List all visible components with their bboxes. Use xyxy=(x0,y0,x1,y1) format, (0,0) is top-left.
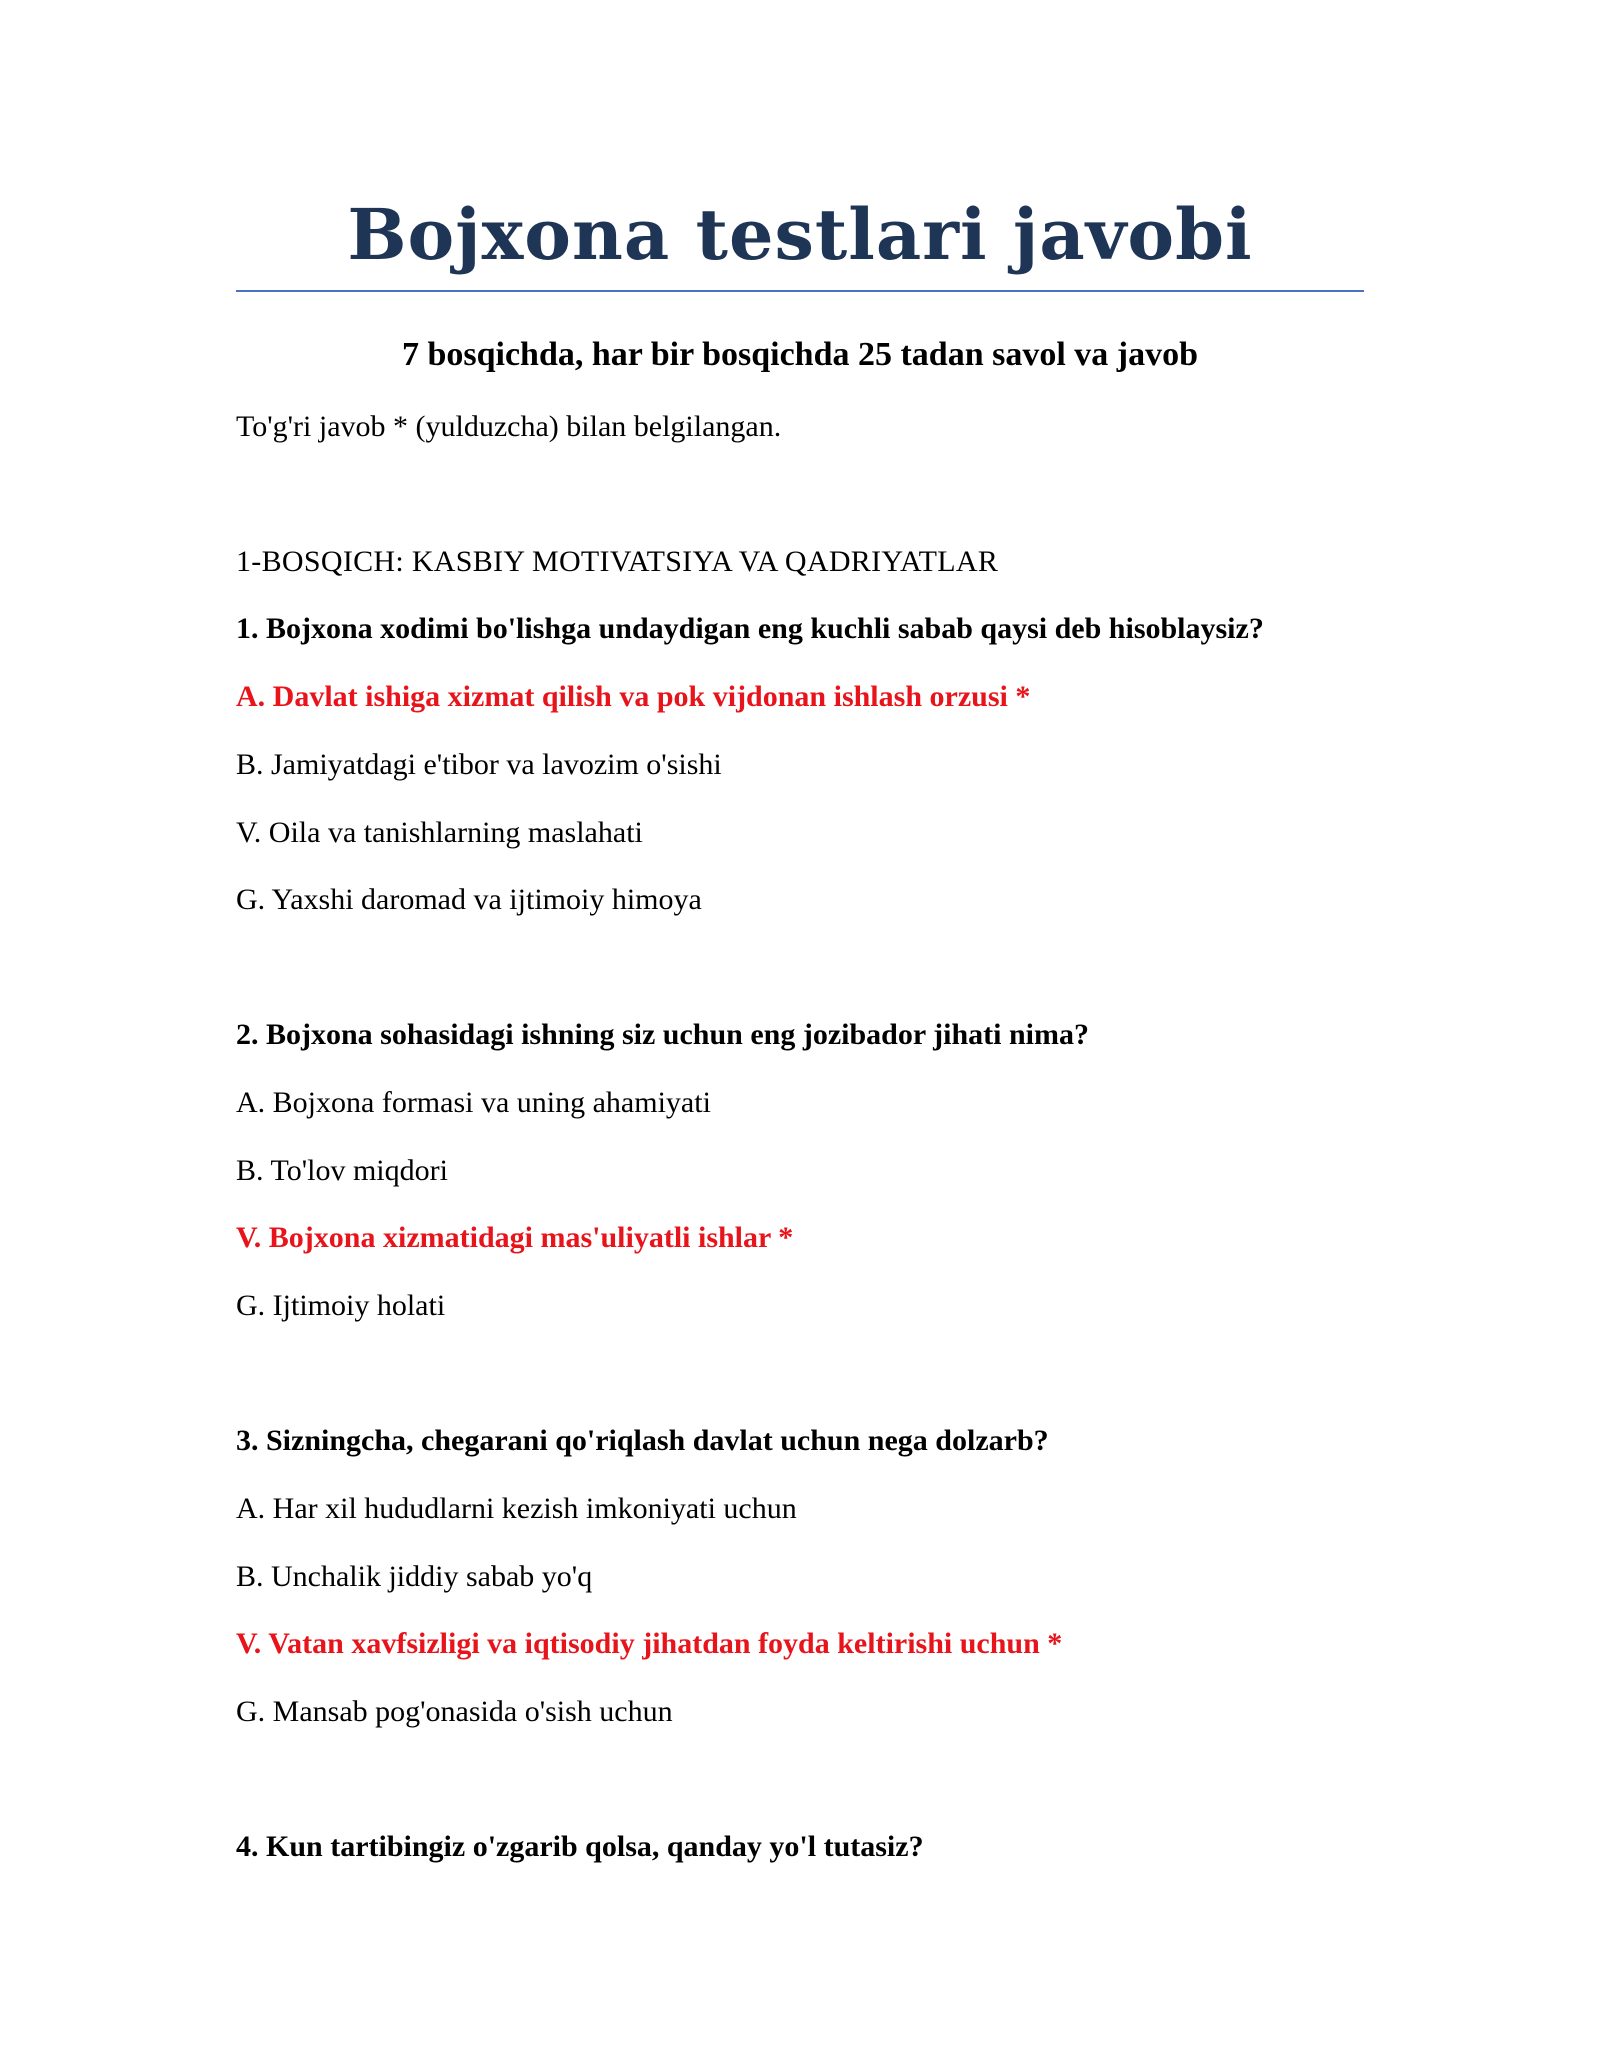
title-underline xyxy=(236,290,1364,292)
answer-option: V. Oila va tanishlarning maslahati xyxy=(236,816,643,849)
document-subtitle: 7 bosqichda, har bir bosqichda 25 tadan savol va javob xyxy=(401,336,1199,373)
answer-option: B. Jamiyatdagi e'tibor va lavozim o'sishi xyxy=(236,748,722,781)
answer-option: G. Ijtimoiy holati xyxy=(236,1289,446,1322)
document-title: Bojxona testlari javobi xyxy=(347,193,1253,276)
answer-option: G. Yaxshi daromad va ijtimoiy himoya xyxy=(236,883,702,916)
answer-option: B. To'lov miqdori xyxy=(236,1154,448,1187)
section-heading: 1-BOSQICH: KASBIY MOTIVATSIYA VA QADRIYATLAR xyxy=(236,545,999,578)
answer-option: B. Unchalik jiddiy sabab yo'q xyxy=(236,1560,593,1593)
question-text: 1. Bojxona xodimi bo'lishga undaydigan eng kuchli sabab qaysi deb hisoblaysiz? xyxy=(236,612,1264,645)
answer-option: G. Mansab pog'onasida o'sish uchun xyxy=(236,1695,673,1728)
question-text: 2. Bojxona sohasidagi ishning siz uchun eng jozibador jihati nima? xyxy=(236,1018,1089,1051)
correct-answer-option: V. Vatan xavfsizligi va iqtisodiy jihatdan foyda keltirishi uchun * xyxy=(236,1627,1063,1660)
correct-answer-option: V. Bojxona xizmatidagi mas'uliyatli ishlar * xyxy=(236,1221,794,1254)
question-text: 3. Sizningcha, chegarani qo'riqlash davlat uchun nega dolzarb? xyxy=(236,1424,1049,1457)
answer-option: A. Bojxona formasi va uning ahamiyati xyxy=(236,1086,711,1119)
answer-option: A. Har xil hududlarni kezish imkoniyati uchun xyxy=(236,1492,797,1525)
answer-key-note: To'g'ri javob * (yulduzcha) bilan belgilangan. xyxy=(236,410,782,443)
question-text: 4. Kun tartibingiz o'zgarib qolsa, qanday yo'l tutasiz? xyxy=(236,1830,924,1863)
correct-answer-option: A. Davlat ishiga xizmat qilish va pok vijdonan ishlash orzusi * xyxy=(236,680,1031,713)
